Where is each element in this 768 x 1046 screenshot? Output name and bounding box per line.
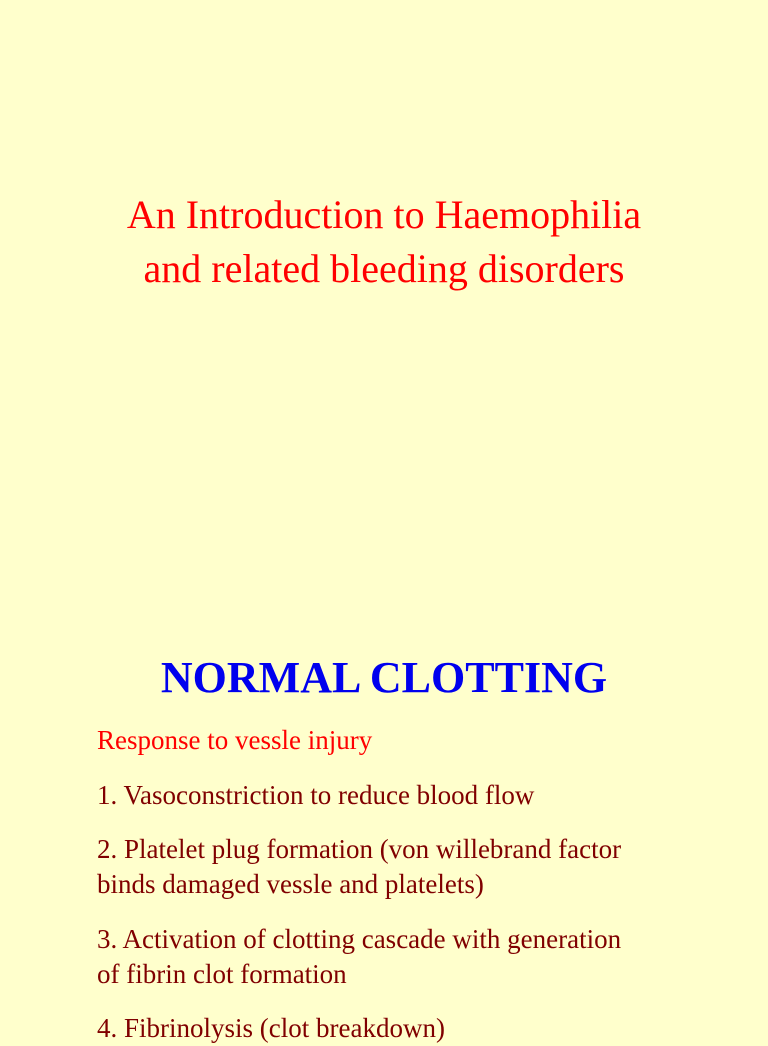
list-item-line: 1. Vasoconstriction to reduce blood flow: [97, 780, 535, 810]
list-item-line: binds damaged vessle and platelets): [97, 869, 484, 899]
list-item: [97, 778, 717, 813]
list-item-line: 2. Platelet plug formation (von willebrand factor: [97, 834, 622, 864]
slide-title-line-1: An Introduction to Haemophilia: [126, 192, 642, 237]
list-item: [97, 922, 717, 992]
section-heading: NORMAL CLOTTING: [160, 653, 608, 702]
list-item-line: 4. Fibrinolysis (clot breakdown): [97, 1013, 445, 1043]
slide-title-line-2: and related bleeding disorders: [143, 246, 625, 291]
list-item: [97, 1011, 717, 1046]
list-item: [97, 832, 717, 902]
list-item-line: of fibrin clot formation: [97, 959, 347, 989]
list-item-line: 3. Activation of clotting cascade with generation: [97, 924, 622, 954]
section-subheading: Response to vessle injury: [97, 725, 373, 755]
slide-title: [0, 188, 768, 296]
